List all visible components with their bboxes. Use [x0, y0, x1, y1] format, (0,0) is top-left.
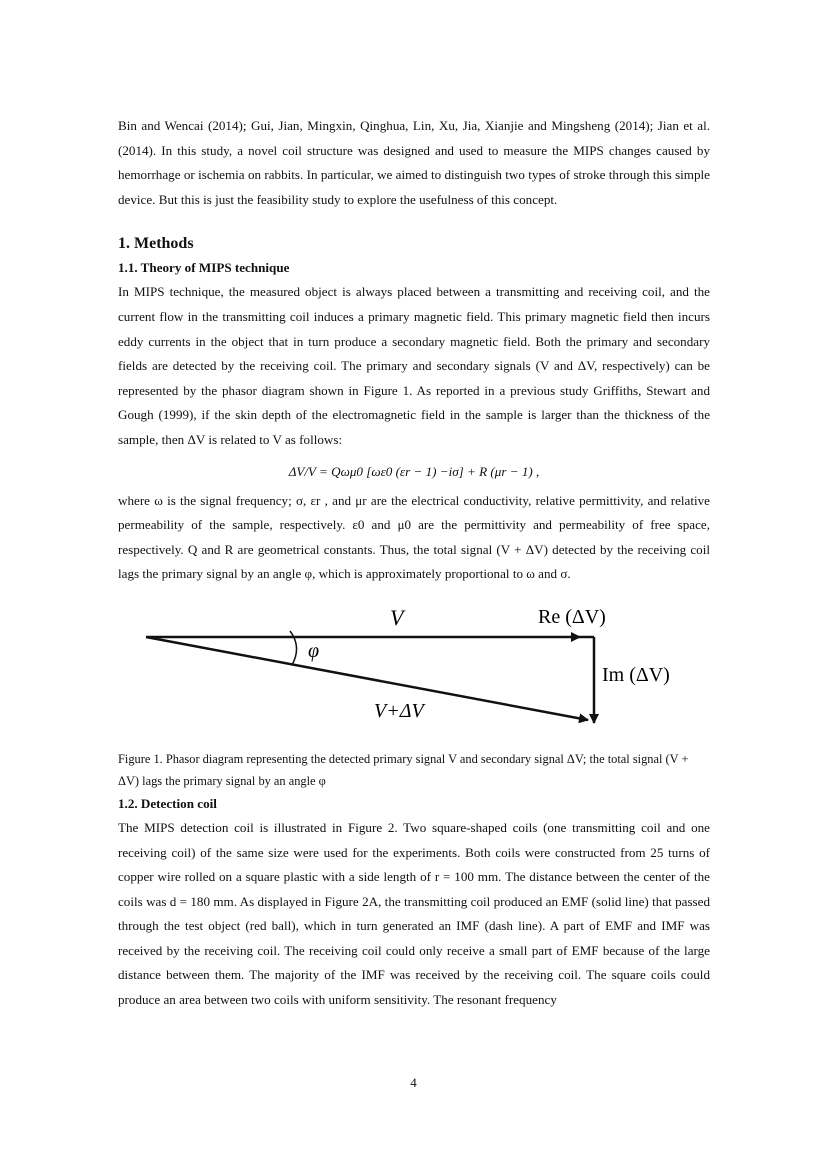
paragraph-theory: In MIPS technique, the measured object is always placed between a transmitting and receiving coil, and the current flow in the transmitting coil induces a primary magnetic field. This primary magnetic field then incurs eddy currents in the object that in turn produce a secondary magnetic field. Both the primary and secondary fields are detected by the receiving coil. The primary and secondary signals (V and ΔV, respectively) can be represented by the phasor diagram shown in Figure 1. As reported in a previous study Griffiths, Stewart and Gough (1999), if the skin depth of the electromagnetic field in the sample is larger than the thickness of the sample, then ΔV is related to V as follows:: [118, 284, 710, 447]
figure-caption: Figure 1. Phasor diagram representing the detected primary signal V and secondary signal ΔV; the total signal (V + ΔV) lags the primary signal by an angle φ: [118, 751, 689, 788]
equation: ΔV/V = Qωμ0 [ωε0 (εr − 1) −iσ] + R (μr − 1) ,: [288, 463, 540, 479]
label-phi: φ: [308, 639, 320, 662]
label-re-dv: Re (ΔV): [538, 605, 606, 628]
paragraph-detection-coil: The MIPS detection coil is illustrated in Figure 2. Two square-shaped coils (one transmitting coil and one receiving coil) of the same size were used for the experiments. Both coils were constructed from 25 turns of copper wire rolled on a square plastic with a side length of r = 100 mm. The distance between the center of the coils was d = 180 mm. As displayed in Figure 2A, the transmitting coil produced an EMF (solid line) that passed through the test object (red ball), which in turn generated an IMF (dash line). A part of EMF and IMF was received by the receiving coil. The receiving coil could only receive a small part of EMF because of the large distance between them. The majority of the IMF was received by the receiving coil. The square coils could produce an area between two coils with uniform sensitivity. The resonant frequency: [118, 819, 710, 1008]
label-v: V: [390, 604, 404, 630]
paragraph-intro: Bin and Wencai (2014); Gui, Jian, Mingxin, Qinghua, Lin, Xu, Jia, Xianjie and Mingsheng (2014); Jian et al. (2014). In this study, a novel coil structure was designed and used to measure the MIPS changes caused by hemorrhage or ischemia on rabbits. In particular, we aimed to distinguish two types of stroke through this simple device. But this is just the feasibility study to explore the usefulness of this concept.: [118, 118, 710, 207]
figure-phasor-diagram: [118, 605, 710, 740]
paragraph-variables: where ω is the signal frequency; σ, εr , and μr are the electrical conductivity, relative permittivity, and relative permeability of the sample, respectively. ε0 and μ0 are the permittivity and permeability of free space, respectively. Q and R are geometrical constants. Thus, the total signal (V + ΔV) detected by the receiving coil lags the primary signal by an angle φ, which is approximately proportional to ω and σ.: [118, 492, 710, 582]
phasor-diagram-svg: [118, 605, 710, 740]
vector-v-plus-dv: [146, 637, 588, 720]
label-im-dv: Im (ΔV): [602, 663, 670, 686]
page-content: [118, 114, 710, 1013]
subsection-title-theory: 1.1. Theory of MIPS technique: [118, 260, 290, 276]
page-number: 4: [410, 1075, 417, 1090]
subsection-title-detection-coil: 1.2. Detection coil: [118, 795, 217, 811]
section-title-methods: 1. Methods: [118, 235, 194, 253]
label-v-plus-dv: V+ΔV: [374, 699, 424, 722]
